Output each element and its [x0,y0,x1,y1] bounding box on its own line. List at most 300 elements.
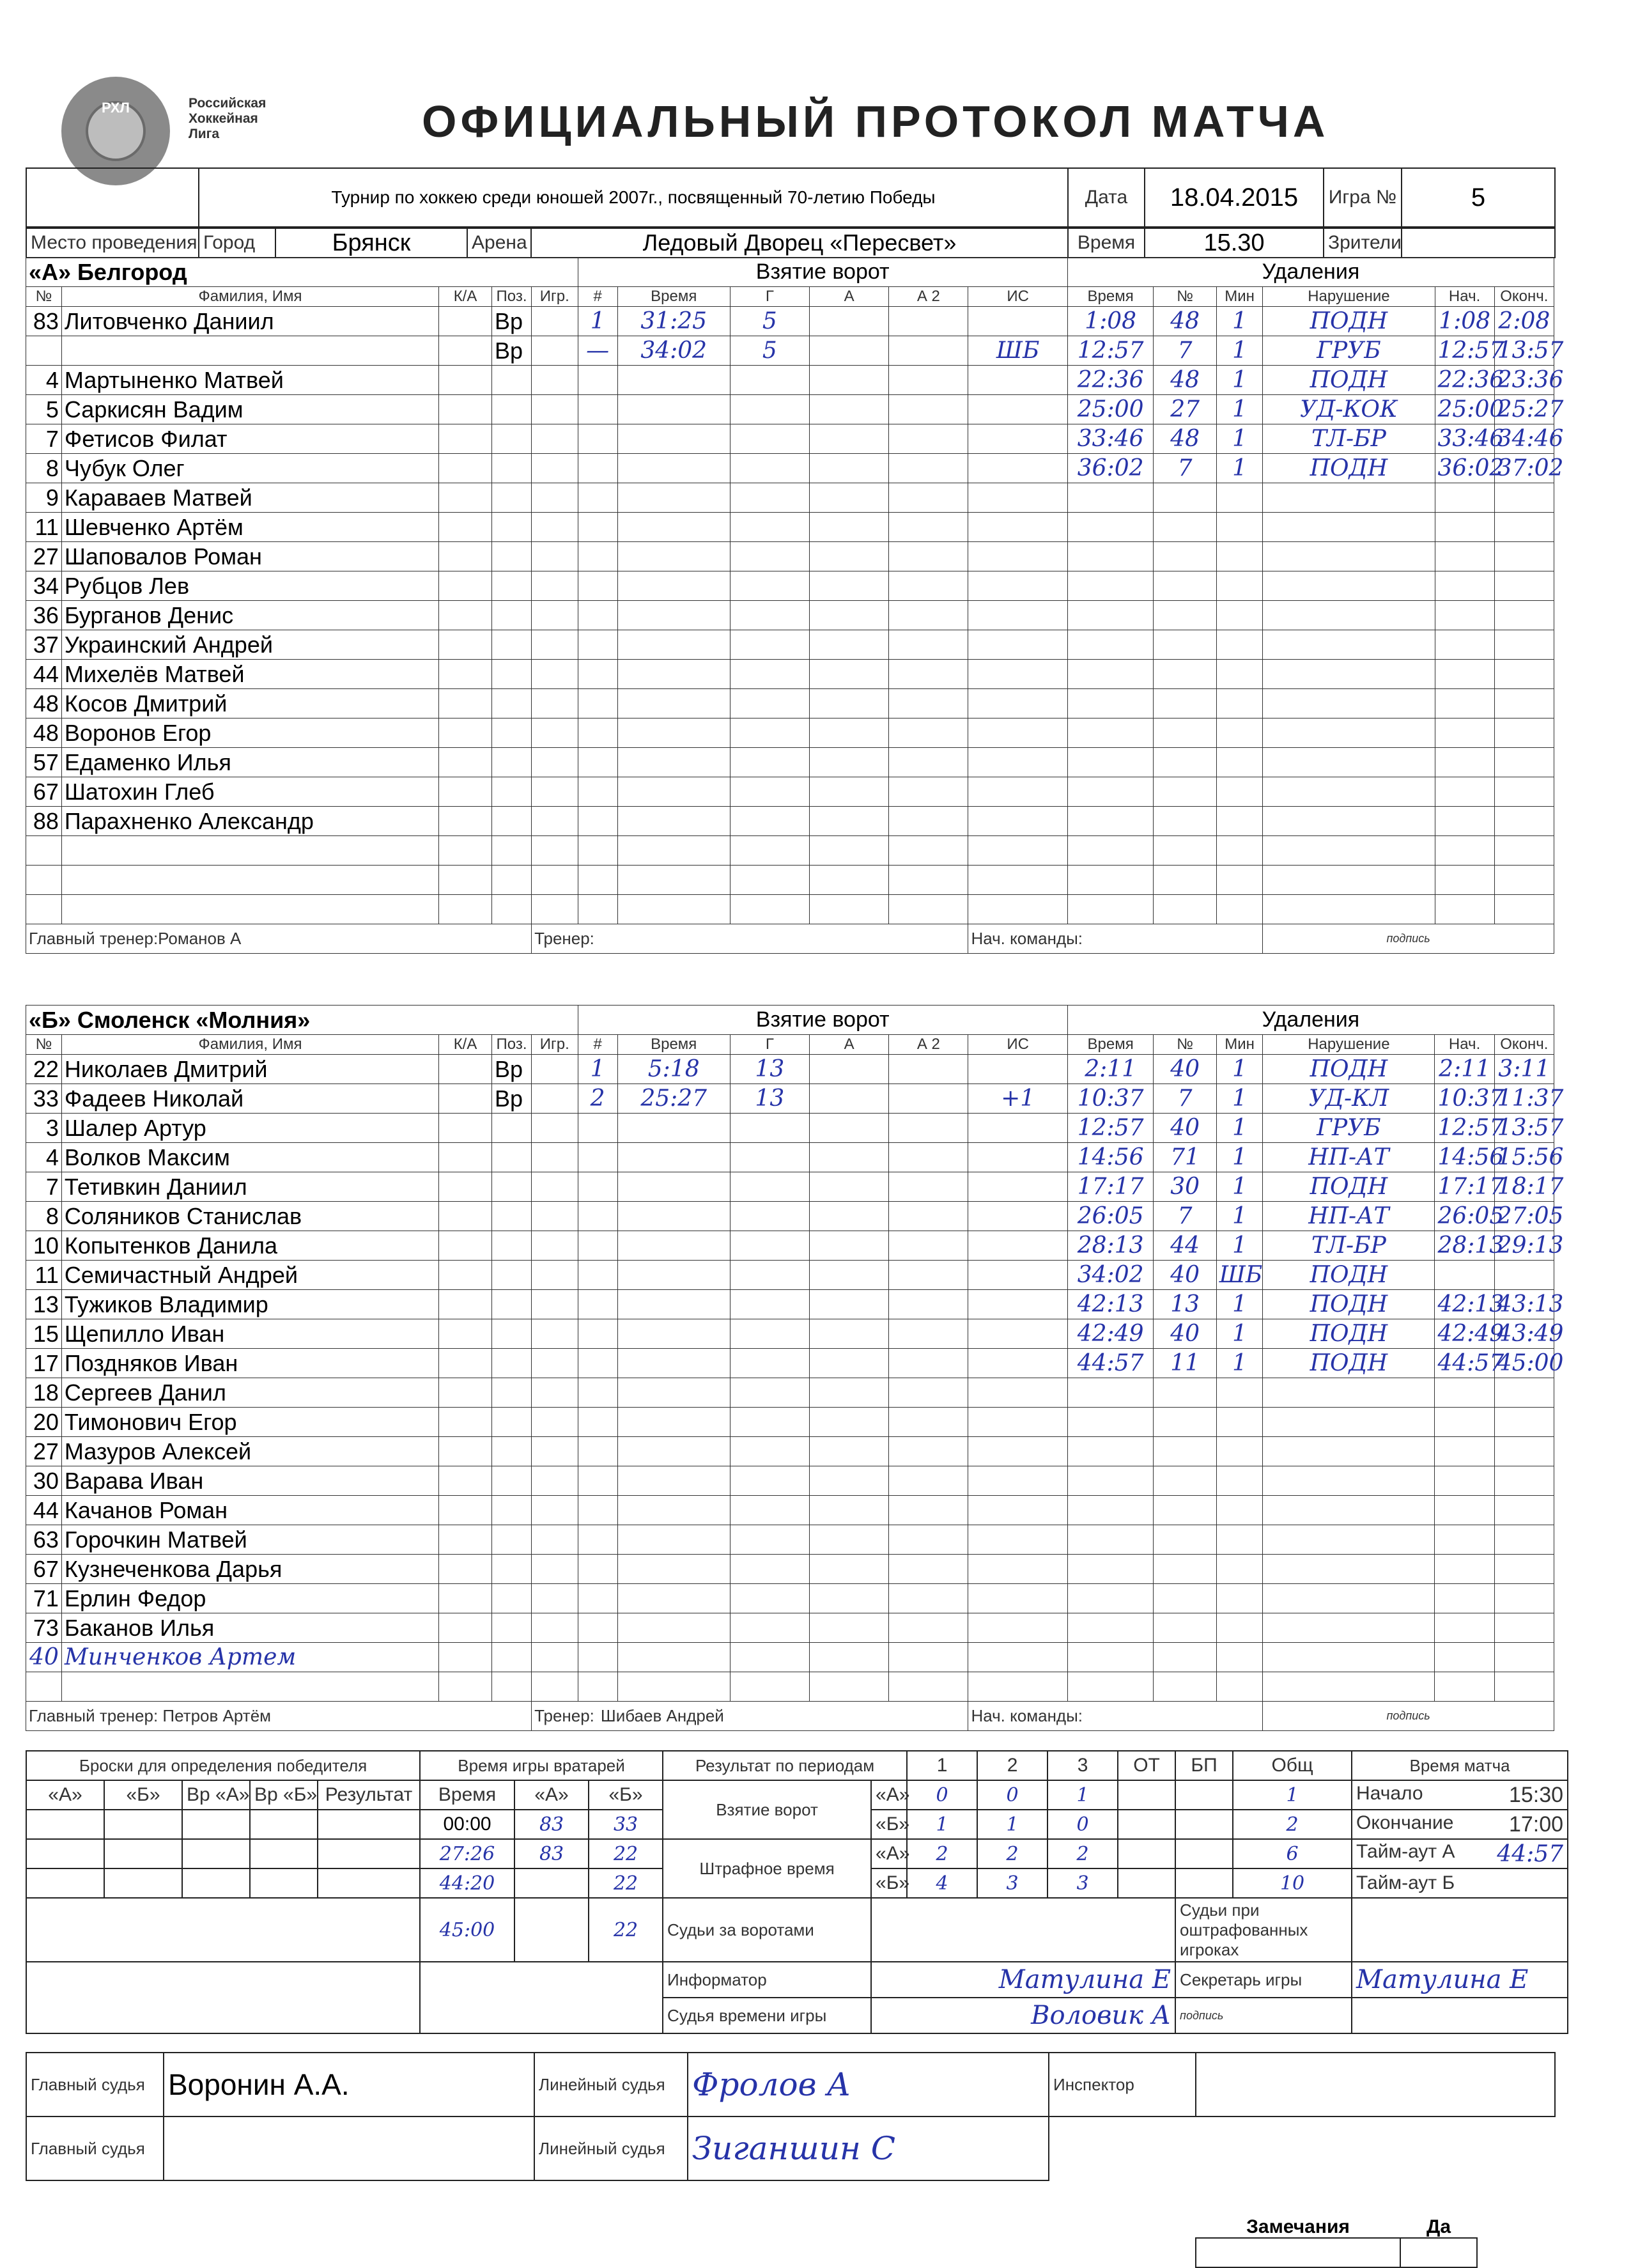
player-number: 34 [26,571,62,601]
penalty-viol [1263,630,1435,660]
player-number: 4 [26,1143,62,1172]
goal-a2 [889,1084,968,1114]
penalty-viol [1263,601,1435,630]
goal-g [730,807,809,836]
goal-a2 [889,1349,968,1378]
penalty-start [1435,836,1494,866]
goal-g: 13 [730,1084,809,1114]
goals-b: 1 [977,1810,1047,1839]
player-number: 67 [26,777,62,807]
gk-time: 27:26 [420,1839,514,1868]
player-number: 30 [26,1466,62,1496]
penalty-num: 71 [1154,1143,1216,1172]
goal-is [968,807,1067,836]
table-row [26,1643,1554,1672]
spectators-label: Зрители [1324,228,1402,258]
goal-num [578,807,617,836]
player-number: 4 [26,366,62,395]
column-header: № [26,1035,62,1055]
goal-a [809,1319,888,1349]
goal-num [578,748,617,777]
player-position [491,1496,531,1525]
player-number: 73 [26,1613,62,1643]
player-number: 13 [26,1290,62,1319]
penalty-min [1216,513,1262,542]
team-chief-label: Нач. команды: [968,924,1263,954]
penalty-end [1494,1408,1554,1437]
player-played [532,1378,578,1408]
goal-num [578,571,617,601]
player-number: 57 [26,748,62,777]
column-header: А 2 [889,287,968,307]
penalty-min: 1 [1216,1319,1262,1349]
player-played [532,836,578,866]
shootout-col: «А» [26,1780,104,1810]
table-row [26,513,1554,542]
goal-num [578,483,617,513]
penalty-time: 28:13 [1067,1231,1154,1261]
goal-is [968,1437,1067,1466]
goal-time [617,1378,730,1408]
goal-a2 [889,307,968,336]
player-ka [439,1584,492,1613]
goal-num [578,1319,617,1349]
goal-is [968,660,1067,689]
column-header: ИС [968,287,1067,307]
goal-num [578,1496,617,1525]
signature-label: подпись [1263,924,1554,954]
shootout-cell [26,1898,420,1962]
player-number: 15 [26,1319,62,1349]
goal-g [730,395,809,424]
penalty-start [1435,1643,1494,1672]
gk-a [514,1868,589,1898]
goal-is [968,1261,1067,1290]
penalty-end: 15:56 [1494,1143,1554,1172]
penalty-time: 44:57 [1067,1349,1154,1378]
player-name: Чубук Олег [61,454,438,483]
gk-b: 22 [589,1898,663,1962]
league-name [189,96,266,142]
player-position [491,454,531,483]
player-position [491,1231,531,1261]
penalty-end [1494,483,1554,513]
goal-g [730,895,809,924]
penalty-num [1154,836,1216,866]
column-header: Время [1067,1035,1154,1055]
player-played [532,571,578,601]
player-played [532,424,578,454]
player-name: Семичастный Андрей [61,1261,438,1290]
player-name: Мартыненко Матвей [61,366,438,395]
goal-is [968,1319,1067,1349]
goal-num [578,1584,617,1613]
shootout-col: Вр «А» [182,1780,250,1810]
penalty-end [1494,1261,1554,1290]
player-position [491,1437,531,1466]
shootout-col: «Б» [104,1780,182,1810]
header-table [26,167,1556,228]
player-name: Шаповалов Роман [61,542,438,571]
city-value: Брянск [275,228,467,258]
goal-a2 [889,1613,968,1643]
goal-num [578,630,617,660]
goal-a2 [889,1261,968,1290]
player-name: Соляников Станислав [61,1202,438,1231]
table-row [26,424,1554,454]
penalty-num: 7 [1154,336,1216,366]
penalty-end: 11:37 [1494,1084,1554,1114]
penalty-time [1067,1437,1154,1466]
penalty-num [1154,1672,1216,1702]
timeout-a-value: 44:57 [1497,1840,1564,1867]
goal-num [578,1261,617,1290]
goal-judges-label: Судьи за воротами [663,1898,871,1962]
penalty-viol: ГРУБ [1263,336,1435,366]
timekeeper-label: Судья времени игры [663,1998,871,2033]
goal-num [578,1114,617,1143]
player-number: 8 [26,1202,62,1231]
penalty-num [1154,777,1216,807]
penalty-time: 36:02 [1067,454,1154,483]
penalty-end [1494,748,1554,777]
goal-is [968,1055,1067,1084]
pen-a: 2 [1047,1839,1118,1868]
penalty-end [1494,601,1554,630]
goal-a [809,1672,888,1702]
goal-time [617,1584,730,1613]
column-header: Нач. [1435,287,1494,307]
team-label: «А» Белгород [26,258,578,287]
penalty-end: 43:13 [1494,1290,1554,1319]
player-ka [439,513,492,542]
penalty-min [1216,718,1262,748]
penalty-time: 14:56 [1067,1143,1154,1172]
goal-a [809,1143,888,1172]
start-row [1352,1780,1568,1810]
goal-num [578,513,617,542]
goal-num: 1 [578,1055,617,1084]
player-position [491,1319,531,1349]
player-name [61,836,438,866]
goals-title: Взятие ворот [578,258,1067,287]
penalty-min [1216,748,1262,777]
goal-g [730,1437,809,1466]
penalty-min [1216,1584,1262,1613]
penalty-num [1154,1584,1216,1613]
column-header: Игр. [532,1035,578,1055]
penalty-viol: ПОДН [1263,1290,1435,1319]
goal-a2 [889,483,968,513]
player-number [26,866,62,895]
penalty-start [1435,660,1494,689]
pen-b [1118,1868,1175,1898]
player-played [532,1261,578,1290]
goal-num [578,1643,617,1672]
goal-a [809,1584,888,1613]
goal-is [968,571,1067,601]
column-header: Игр. [532,287,578,307]
penalty-start [1435,1437,1494,1466]
penalty-time: 26:05 [1067,1202,1154,1231]
column-header: Фамилия, Имя [61,1035,438,1055]
goal-a2 [889,1114,968,1143]
player-ka [439,1378,492,1408]
penalty-num [1154,866,1216,895]
player-number: 44 [26,660,62,689]
goal-g [730,1525,809,1555]
goal-time [617,836,730,866]
penalty-min [1216,1643,1262,1672]
remarks-value: Да [1400,2212,1477,2242]
player-ka [439,395,492,424]
goals-a-total: 1 [1233,1780,1352,1810]
player-name: Михелёв Матвей [61,660,438,689]
column-header: Оконч. [1494,287,1554,307]
penalty-num [1154,660,1216,689]
penalty-min [1216,1378,1262,1408]
penalty-time [1067,689,1154,718]
player-name: Кузнеченкова Дарья [61,1555,438,1584]
penalty-min [1216,1525,1262,1555]
penalty-start [1435,513,1494,542]
goal-a [809,1231,888,1261]
gk-a: 83 [514,1839,589,1868]
penalty-time [1067,1643,1154,1672]
penalty-start [1435,1378,1494,1408]
penalty-viol: ПОДН [1263,1055,1435,1084]
penalty-num: 40 [1154,1261,1216,1290]
player-ka [439,1055,492,1084]
penalty-time: 17:17 [1067,1172,1154,1202]
player-number: 83 [26,307,62,336]
inspector-table [1048,2052,1556,2117]
penalty-judges-label: Судьи при оштрафованных игроках [1175,1898,1352,1962]
goal-num [578,1408,617,1437]
shootout-cell [26,1962,420,2033]
goal-num [578,1466,617,1496]
player-ka [439,1114,492,1143]
penalties-title: Удаления [1067,1006,1554,1035]
penalty-start: 1:08 [1435,307,1494,336]
pen-a [1175,1839,1233,1868]
shootout-cell [182,1868,250,1898]
trainer-value: Шибаев Андрей [600,1706,724,1725]
gk-b: 33 [589,1810,663,1839]
goal-g [730,689,809,718]
trainer-cell [532,1702,968,1731]
goal-g [730,1319,809,1349]
player-number: 48 [26,718,62,748]
player-number: 8 [26,454,62,483]
goal-g [730,1290,809,1319]
goal-a2 [889,1584,968,1613]
player-number: 88 [26,807,62,836]
penalty-end [1494,836,1554,866]
goal-num [578,1172,617,1202]
table-row [26,1408,1554,1437]
gk-col: «Б» [589,1780,663,1810]
table-row [26,1378,1554,1408]
player-played [532,1143,578,1172]
player-number: 33 [26,1084,62,1114]
table-row [26,1084,1554,1114]
column-header: ИС [968,1035,1067,1055]
goal-is [968,1555,1067,1584]
penalty-min [1216,895,1262,924]
penalty-viol [1263,866,1435,895]
penalty-start [1435,483,1494,513]
penalty-start: 12:57 [1435,336,1494,366]
gk-time: 44:20 [420,1868,514,1898]
column-header: № [26,287,62,307]
player-position [491,571,531,601]
trainer-cell [532,924,968,954]
penalty-end: 18:17 [1494,1172,1554,1202]
goal-a2 [889,836,968,866]
player-played [532,1349,578,1378]
player-number: 20 [26,1408,62,1437]
goal-judges-value [871,1898,1175,1962]
player-ka [439,1172,492,1202]
player-ka [439,454,492,483]
penalty-min: 1 [1216,336,1262,366]
goal-time [617,748,730,777]
penalty-end [1494,571,1554,601]
penalty-num: 44 [1154,1231,1216,1261]
column-header: Нач. [1435,1035,1494,1055]
date-label: Дата [1068,168,1145,227]
player-position [491,1172,531,1202]
goal-num [578,601,617,630]
player-name: Варава Иван [61,1466,438,1496]
goal-g [730,601,809,630]
player-position [491,395,531,424]
goal-a [809,1055,888,1084]
pen-b: 4 [907,1868,977,1898]
penalty-viol [1263,1555,1435,1584]
player-name: Литовченко Даниил [61,307,438,336]
goal-time [617,483,730,513]
player-played [532,748,578,777]
goal-is [968,1496,1067,1525]
player-position [491,689,531,718]
penalty-time [1067,836,1154,866]
penalty-min [1216,689,1262,718]
pen-b [1175,1868,1233,1898]
player-ka [439,1290,492,1319]
goal-a2 [889,1672,968,1702]
player-position [491,1584,531,1613]
goal-a2 [889,1466,968,1496]
goal-time [617,866,730,895]
goal-g [730,1466,809,1496]
header-blank [26,168,199,227]
goal-is [968,630,1067,660]
penalty-num: 40 [1154,1319,1216,1349]
periods-title: Результат по периодам [663,1751,907,1780]
player-position [491,1378,531,1408]
penalty-viol [1263,689,1435,718]
table-row [26,1525,1554,1555]
penalty-min [1216,777,1262,807]
player-name: Минченков Артем [61,1643,438,1672]
goal-a2 [889,1643,968,1672]
table-row [26,307,1554,336]
goal-a [809,513,888,542]
goal-a2 [889,395,968,424]
goal-g [730,424,809,454]
penalty-min [1216,483,1262,513]
goal-is [968,1114,1067,1143]
player-position [491,513,531,542]
penalty-num [1154,571,1216,601]
column-header: Нарушение [1263,287,1435,307]
player-position: Вр [491,1055,531,1084]
penalty-time: 1:08 [1067,307,1154,336]
goal-a [809,1496,888,1525]
player-name: Косов Дмитрий [61,689,438,718]
column-header: Время [1067,287,1154,307]
penalty-start [1435,1496,1494,1525]
tournament-name: Турнир по хоккею среди юношей 2007г., посвященный 70-летию Победы [199,168,1068,227]
goals-a [1118,1780,1175,1810]
goal-a [809,777,888,807]
goal-g [730,777,809,807]
player-position [491,895,531,924]
player-name [61,895,438,924]
penalty-end [1494,630,1554,660]
player-ka [439,366,492,395]
player-name: Волков Максим [61,1143,438,1172]
player-ka [439,307,492,336]
goal-a [809,895,888,924]
league-name-line: Хоккейная [189,111,258,126]
player-played [532,1084,578,1114]
pen-a-total: 6 [1233,1839,1352,1868]
penalty-start: 44:57 [1435,1349,1494,1378]
goal-time [617,718,730,748]
player-played [532,542,578,571]
player-name: Горочкин Матвей [61,1525,438,1555]
penalty-num [1154,1408,1216,1437]
line1-label: Линейный судья [534,2053,688,2117]
player-played [532,1525,578,1555]
goal-a2 [889,542,968,571]
penalty-end: 43:49 [1494,1319,1554,1349]
player-played [532,1202,578,1231]
goal-is [968,777,1067,807]
player-name: Парахненко Александр [61,807,438,836]
goal-a [809,454,888,483]
player-played [532,895,578,924]
goal-a [809,836,888,866]
penalty-end [1494,689,1554,718]
table-row [26,395,1554,424]
player-name: Баканов Илья [61,1613,438,1643]
penalty-num [1154,630,1216,660]
pen-b-total: 10 [1233,1868,1352,1898]
penalty-viol: ТЛ-БР [1263,424,1435,454]
table-row [26,777,1554,807]
player-number: 63 [26,1525,62,1555]
team_b-table [26,1005,1564,1731]
player-position [491,424,531,454]
column-header: # [578,287,617,307]
column-header: Фамилия, Имя [61,287,438,307]
goal-g [730,748,809,777]
penalty-num [1154,1613,1216,1643]
